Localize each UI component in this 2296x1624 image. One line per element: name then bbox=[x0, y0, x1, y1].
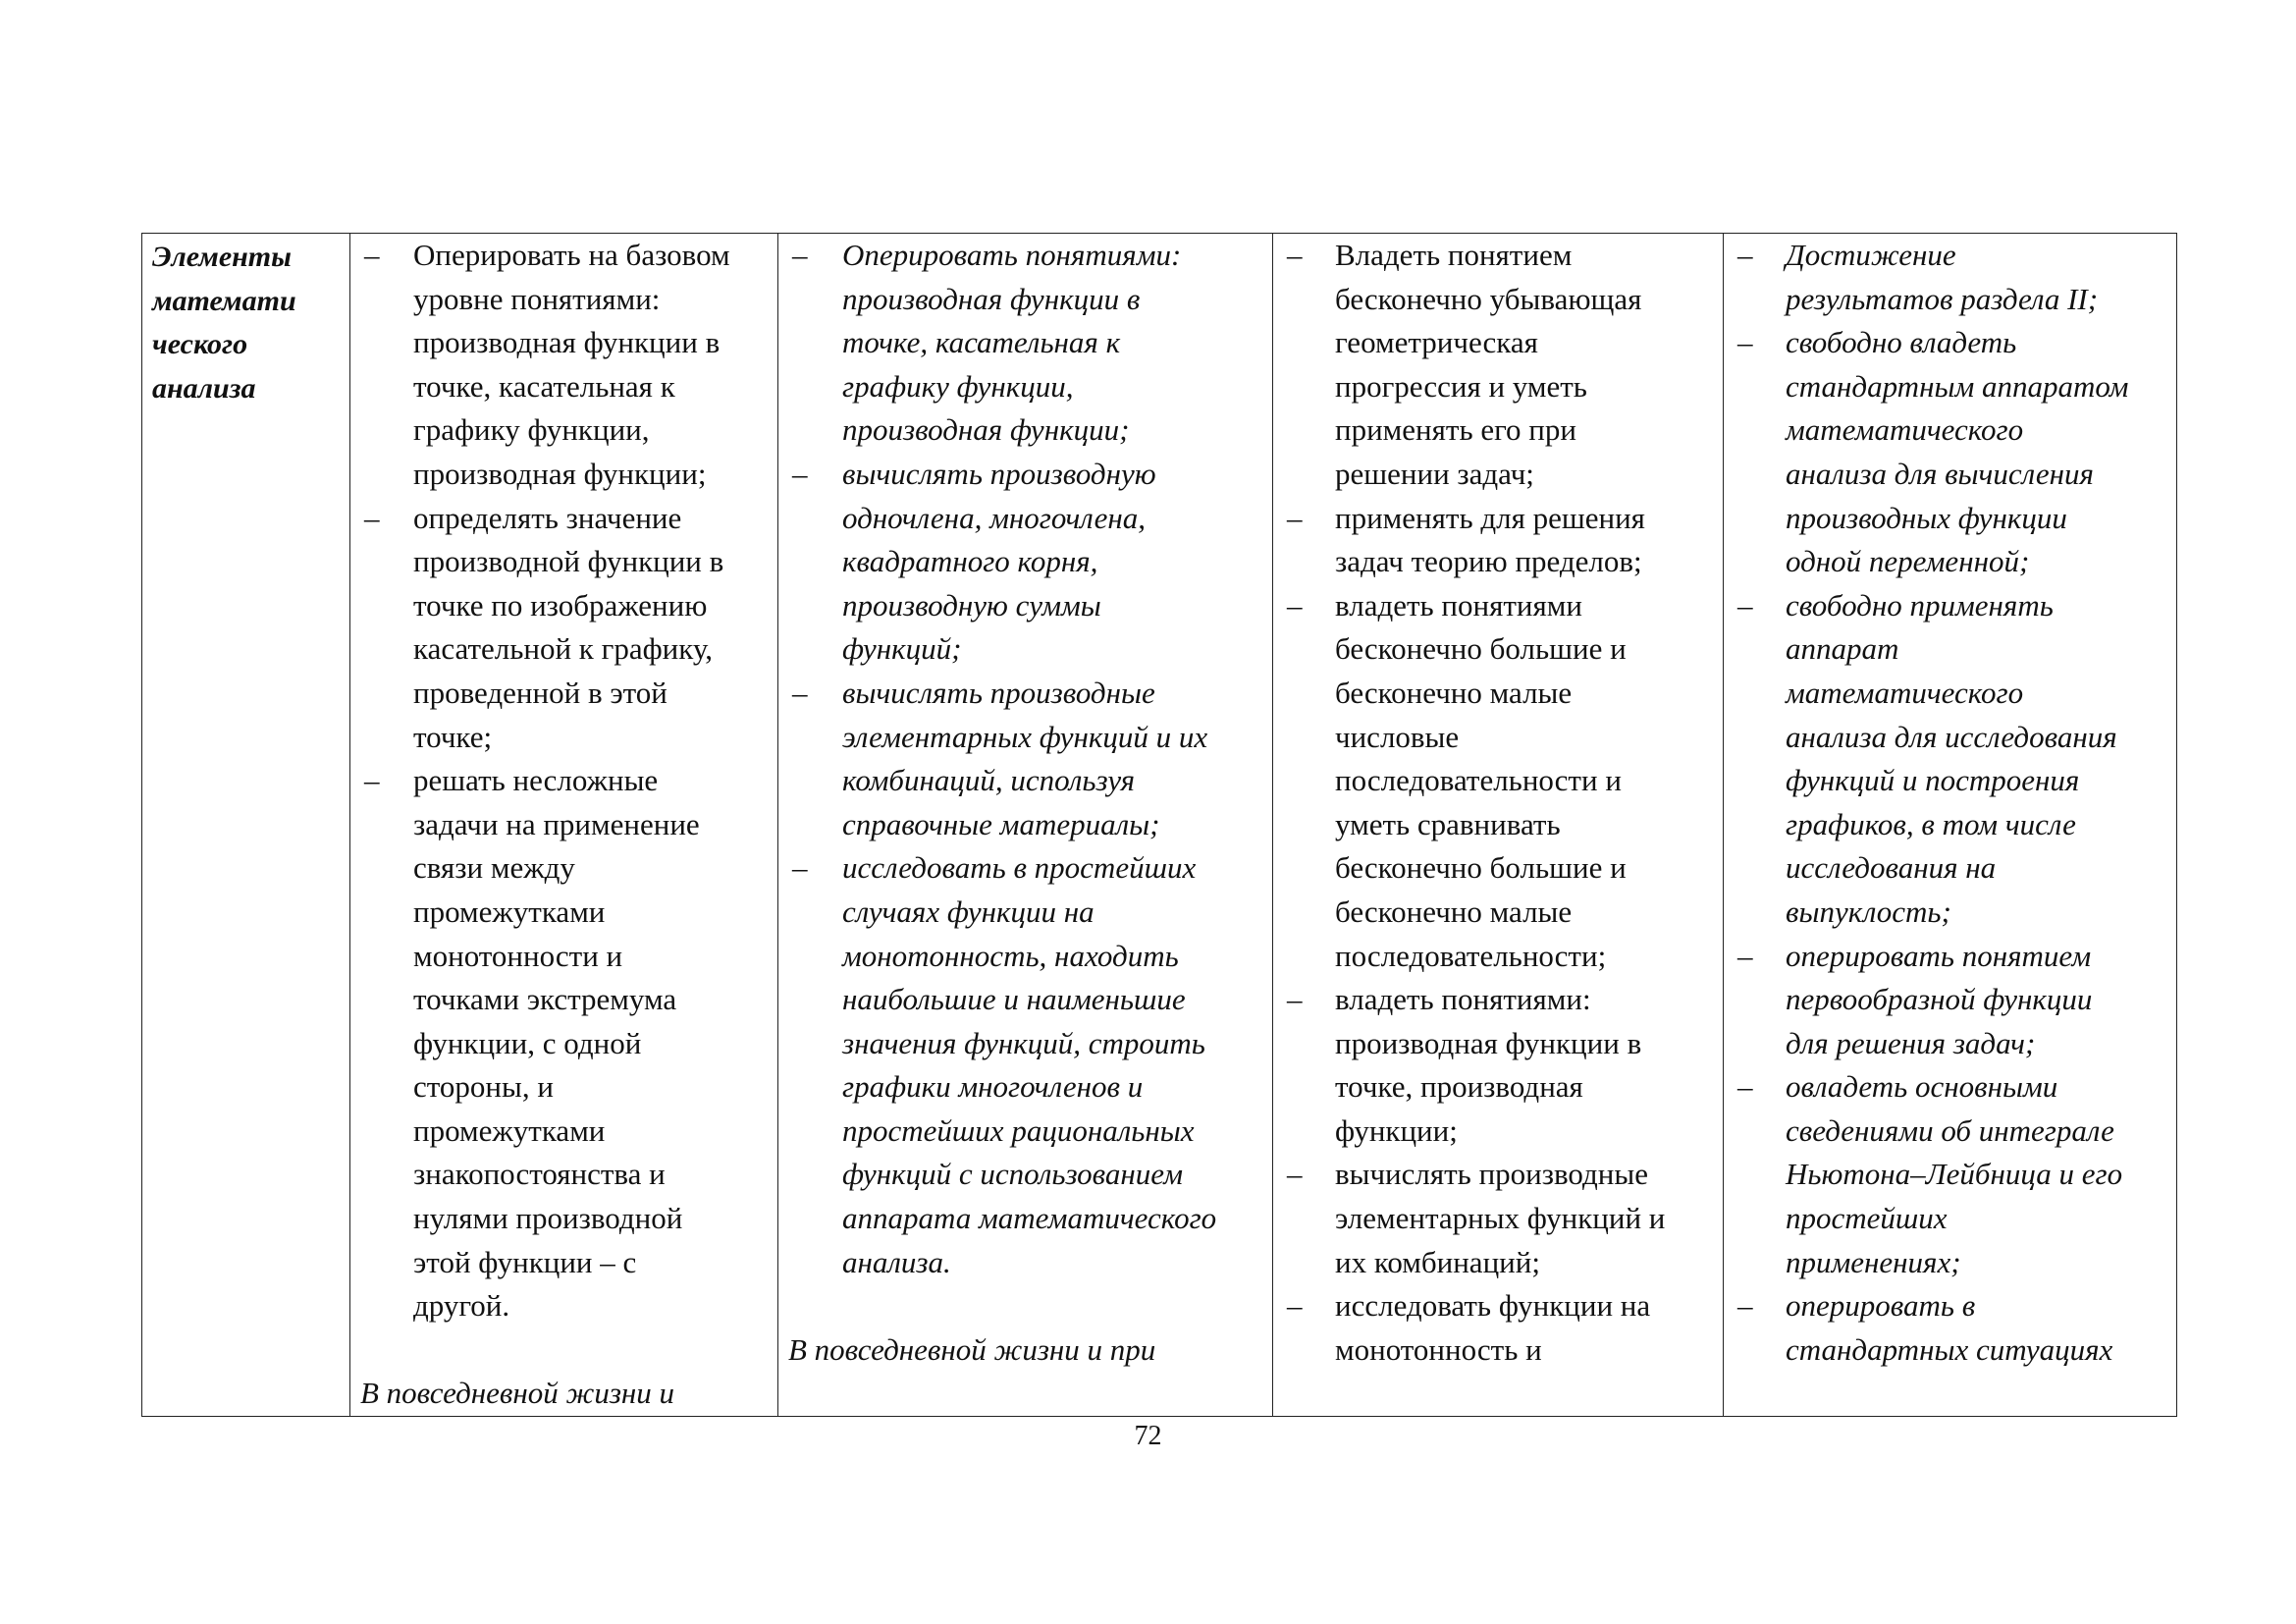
list-item-line: уметь сравнивать bbox=[1335, 806, 1561, 841]
list-item-line: точке, касательная к bbox=[842, 325, 1121, 360]
dash-bullet: – bbox=[792, 456, 808, 491]
list-item-line: точками экстремума bbox=[413, 982, 677, 1017]
dash-bullet: – bbox=[792, 675, 808, 710]
dash-bullet: – bbox=[792, 850, 808, 886]
dash-bullet: – bbox=[1737, 238, 1753, 272]
list-item-line: аппарата математического bbox=[842, 1201, 1217, 1236]
list-item-line: функции; bbox=[1335, 1112, 1458, 1148]
list-item-line: монотонность, находить bbox=[842, 938, 1179, 973]
list-item-line: результатов раздела II; bbox=[1786, 281, 2099, 316]
list-item bbox=[360, 234, 768, 497]
list-item-line: бесконечно малые bbox=[1335, 675, 1573, 710]
list-item-line: графику функции, bbox=[842, 368, 1074, 404]
list-item-line: элементарных функций и bbox=[1335, 1201, 1666, 1236]
list-item-line: значения функций, строить bbox=[842, 1025, 1205, 1060]
section-heading-line: математи bbox=[152, 284, 296, 317]
list-item-line: вычислять производные bbox=[842, 675, 1155, 710]
list-item-line: Владеть понятием bbox=[1335, 238, 1573, 272]
list-item-line: справочные материалы; bbox=[842, 806, 1160, 841]
list-item-line: стандартных ситуациях bbox=[1786, 1331, 2113, 1367]
list-item bbox=[1283, 497, 1713, 584]
list-item-line: квадратного корня, bbox=[842, 544, 1098, 579]
list-item-line: производная функции в bbox=[413, 325, 721, 360]
list-item-line: функций и построения bbox=[1786, 763, 2080, 798]
list-item-line: знакопостоянства и bbox=[413, 1157, 666, 1192]
dash-bullet: – bbox=[1287, 1288, 1303, 1324]
list-item-line: бесконечно малые bbox=[1335, 893, 1573, 929]
list-item-line: Ньютона–Лейбница и его bbox=[1786, 1157, 2123, 1192]
list-item bbox=[1283, 584, 1713, 978]
dash-bullet: – bbox=[792, 238, 808, 272]
list-item-line: бесконечно большие и bbox=[1335, 631, 1627, 667]
list-item-line: задач теорию пределов; bbox=[1335, 544, 1642, 579]
section-heading bbox=[152, 234, 340, 410]
dash-bullet: – bbox=[364, 763, 380, 798]
list-item-line: исследовать функции на bbox=[1335, 1288, 1651, 1324]
list-item-line: точке; bbox=[413, 719, 493, 754]
list-item bbox=[1734, 584, 2166, 935]
list-item-line: анализа для исследования bbox=[1786, 719, 2117, 754]
list-item-line: производная функции в bbox=[842, 281, 1141, 316]
list-item-line: задачи на применение bbox=[413, 806, 700, 841]
list-item-line: графиков, в том числе bbox=[1786, 806, 2076, 841]
dash-bullet: – bbox=[1287, 238, 1303, 272]
list-item-line: точке по изображению bbox=[413, 587, 708, 623]
dash-bullet: – bbox=[1737, 938, 1753, 973]
dash-bullet: – bbox=[364, 500, 380, 535]
list-item bbox=[1734, 1284, 2166, 1372]
list-item bbox=[1734, 935, 2166, 1066]
list-item-line: промежутками bbox=[413, 893, 606, 929]
list-item-line: определять значение bbox=[413, 500, 682, 535]
list-item-line: функций; bbox=[842, 631, 962, 667]
advanced-level-cell bbox=[1273, 234, 1724, 1417]
requirements-table bbox=[141, 233, 2177, 1417]
list-item-line: оперировать понятием bbox=[1786, 938, 2092, 973]
list-item-line: владеть понятиями: bbox=[1335, 982, 1591, 1017]
basic-level-note: В повседневной жизни и bbox=[360, 1376, 675, 1411]
list-item-line: простейших рациональных bbox=[842, 1112, 1195, 1148]
list-item-line: производных функции bbox=[1786, 500, 2067, 535]
list-item-line: функций с использованием bbox=[842, 1157, 1184, 1192]
list-item bbox=[1283, 234, 1713, 497]
list-item-line: математического bbox=[1786, 412, 2024, 448]
list-item-line: последовательности и bbox=[1335, 763, 1622, 798]
list-item-line: монотонности и bbox=[413, 938, 623, 973]
list-item-line: геометрическая bbox=[1335, 325, 1538, 360]
list-item bbox=[788, 453, 1262, 672]
list-item bbox=[360, 497, 768, 760]
dash-bullet: – bbox=[1737, 587, 1753, 623]
list-item-line: связи между bbox=[413, 850, 575, 886]
list-item bbox=[788, 234, 1262, 453]
list-item-line: аппарат bbox=[1786, 631, 1899, 667]
page-number: 72 bbox=[1134, 1421, 1162, 1451]
list-item-line: графики многочленов и bbox=[842, 1069, 1144, 1105]
list-item bbox=[1734, 234, 2166, 321]
list-item-line: стандартным аппаратом bbox=[1786, 368, 2129, 404]
advanced-level-list bbox=[1283, 234, 1713, 1372]
list-item-line: промежутками bbox=[413, 1112, 606, 1148]
list-item bbox=[788, 672, 1262, 846]
list-item-line: производную суммы bbox=[842, 587, 1101, 623]
list-item-line: исследовать в простейших bbox=[842, 850, 1197, 886]
list-item-line: функции, с одной bbox=[413, 1025, 642, 1060]
list-item-line: Оперировать на базовом bbox=[413, 238, 730, 272]
dash-bullet: – bbox=[1287, 500, 1303, 535]
dash-bullet: – bbox=[1737, 325, 1753, 360]
list-item-line: свободно владеть bbox=[1786, 325, 2017, 360]
list-item bbox=[1283, 1153, 1713, 1284]
list-item-line: производная функции; bbox=[842, 412, 1130, 448]
list-item bbox=[1283, 978, 1713, 1153]
dash-bullet: – bbox=[1287, 587, 1303, 623]
list-item bbox=[788, 846, 1262, 1284]
basic-level-cell bbox=[350, 234, 778, 1417]
list-item bbox=[1283, 1284, 1713, 1372]
list-item-line: другой. bbox=[413, 1288, 510, 1324]
list-item-line: выпуклость; bbox=[1786, 893, 1951, 929]
list-item-line: применениях; bbox=[1786, 1244, 1961, 1279]
list-item-line: применять его при bbox=[1335, 412, 1576, 448]
list-item-line: их комбинаций; bbox=[1335, 1244, 1540, 1279]
list-item bbox=[1734, 321, 2166, 584]
list-item-line: свободно применять bbox=[1786, 587, 2054, 623]
list-item-line: случаях функции на bbox=[842, 893, 1095, 929]
list-item-line: монотонность и bbox=[1335, 1331, 1542, 1367]
list-item-line: производной функции в bbox=[413, 544, 724, 579]
advanced-level-extended-list bbox=[1734, 234, 2166, 1372]
list-item bbox=[360, 759, 768, 1328]
basic-level-extended-list bbox=[788, 234, 1262, 1284]
list-item-line: бесконечно убывающая bbox=[1335, 281, 1642, 316]
basic-level-extended-note: В повседневной жизни и при bbox=[788, 1331, 1156, 1367]
list-item-line: владеть понятиями bbox=[1335, 587, 1582, 623]
list-item-line: точке, касательная к bbox=[413, 368, 675, 404]
list-item-line: простейших bbox=[1786, 1201, 1948, 1236]
list-item-line: Достижение bbox=[1786, 238, 1956, 272]
list-item-line: элементарных функций и их bbox=[842, 719, 1208, 754]
section-heading-line: ческого bbox=[152, 328, 248, 361]
list-item-line: наибольшие и наименьшие bbox=[842, 982, 1186, 1017]
list-item-line: овладеть основными bbox=[1786, 1069, 2058, 1105]
list-item-line: производная функции; bbox=[413, 456, 707, 491]
list-item-line: оперировать в bbox=[1786, 1288, 1976, 1324]
table-row bbox=[142, 234, 2177, 1417]
list-item-line: этой функции – с bbox=[413, 1244, 637, 1279]
list-item-line: применять для решения bbox=[1335, 500, 1645, 535]
list-item-line: комбинаций, используя bbox=[842, 763, 1136, 798]
basic-level-list bbox=[360, 234, 768, 1328]
dash-bullet: – bbox=[1287, 1157, 1303, 1192]
advanced-level-extended-cell bbox=[1724, 234, 2177, 1417]
list-item-line: анализа для вычисления bbox=[1786, 456, 2094, 491]
list-item-line: сведениями об интеграле bbox=[1786, 1112, 2114, 1148]
section-heading-line: анализа bbox=[152, 371, 256, 405]
list-item-line: первообразной функции bbox=[1786, 982, 2093, 1017]
list-item-line: прогрессия и уметь bbox=[1335, 368, 1587, 404]
dash-bullet: – bbox=[1287, 982, 1303, 1017]
list-item-line: исследования на bbox=[1786, 850, 1997, 886]
section-heading-line: Элементы bbox=[152, 241, 292, 273]
list-item-line: вычислять производную bbox=[842, 456, 1156, 491]
dash-bullet: – bbox=[1737, 1069, 1753, 1105]
list-item bbox=[1734, 1065, 2166, 1284]
list-item-line: уровне понятиями: bbox=[413, 281, 661, 316]
list-item-line: графику функции, bbox=[413, 412, 650, 448]
list-item-line: последовательности; bbox=[1335, 938, 1607, 973]
list-item-line: касательной к графику, bbox=[413, 631, 714, 667]
list-item-line: решении задач; bbox=[1335, 456, 1534, 491]
list-item-line: бесконечно большие и bbox=[1335, 850, 1627, 886]
list-item-line: проведенной в этой bbox=[413, 675, 667, 710]
dash-bullet: – bbox=[1737, 1288, 1753, 1324]
list-item-line: математического bbox=[1786, 675, 2024, 710]
basic-level-extended-cell bbox=[778, 234, 1273, 1417]
list-item-line: одной переменной; bbox=[1786, 544, 2030, 579]
list-item-line: стороны, и bbox=[413, 1069, 554, 1105]
list-item-line: анализа. bbox=[842, 1244, 951, 1279]
list-item-line: числовые bbox=[1335, 719, 1460, 754]
list-item-line: производная функции в bbox=[1335, 1025, 1642, 1060]
list-item-line: решать несложные bbox=[413, 763, 659, 798]
dash-bullet: – bbox=[364, 238, 380, 272]
list-item-line: для решения задач; bbox=[1786, 1025, 2036, 1060]
list-item-line: вычислять производные bbox=[1335, 1157, 1648, 1192]
list-item-line: точке, производная bbox=[1335, 1069, 1583, 1105]
list-item-line: нулями производной bbox=[413, 1201, 683, 1236]
list-item-line: Оперировать понятиями: bbox=[842, 238, 1182, 272]
section-heading-cell bbox=[142, 234, 350, 1417]
list-item-line: одночлена, многочлена, bbox=[842, 500, 1146, 535]
